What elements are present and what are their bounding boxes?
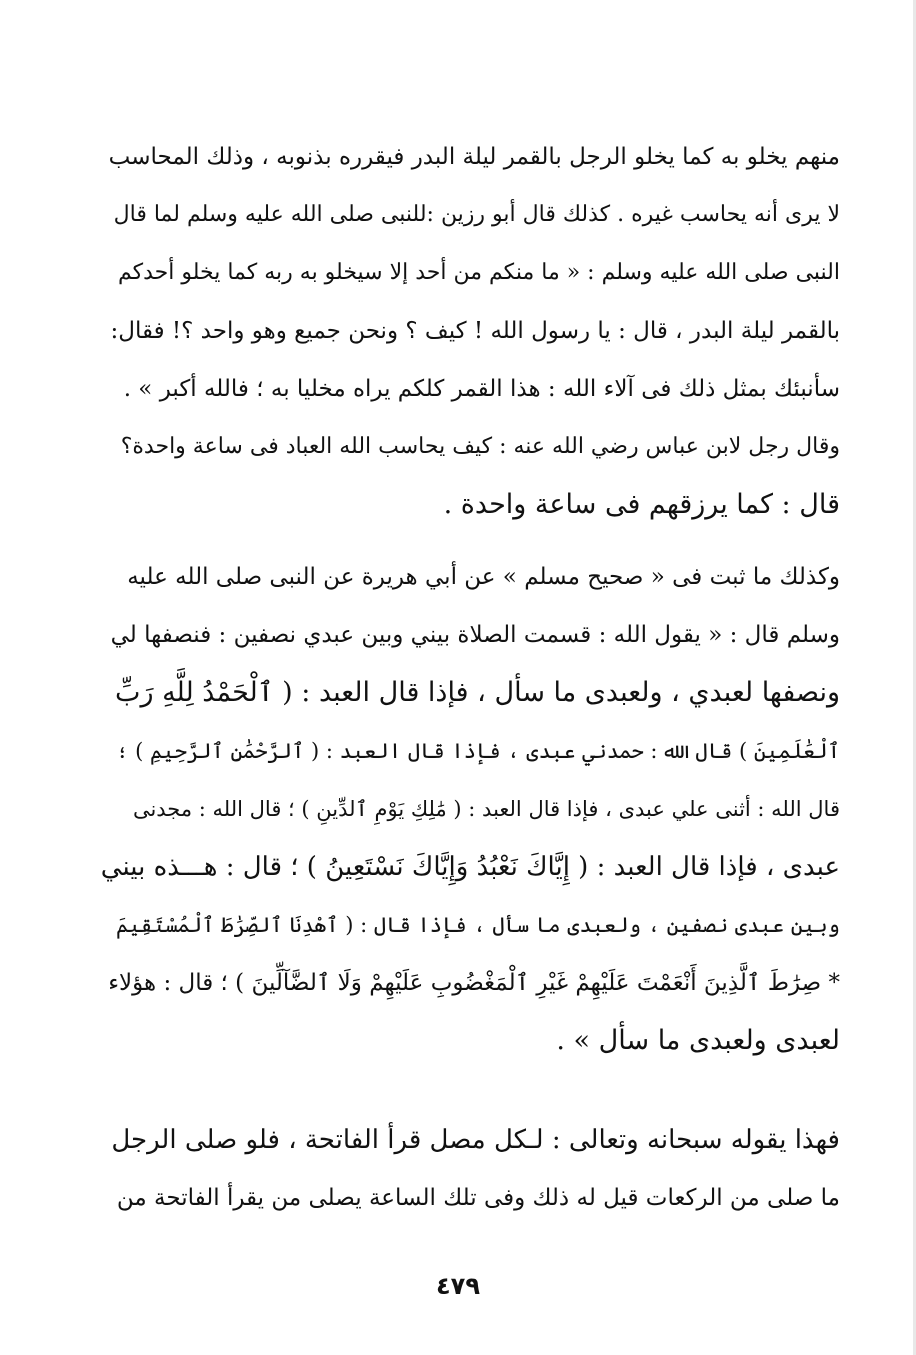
text-line: النبى صلى الله عليه وسلم : « ما منكم من أحد إلا سيخلو به ربه كما يخلو أحدكم xyxy=(118,260,840,285)
text-line: لعبدى ولعبدى ما سأل » . xyxy=(556,1025,840,1056)
paragraph-1 xyxy=(100,128,840,534)
text-line: سأنبئك بمثل ذلك فى آلاء الله : هذا القمر كلكم يراه مخليا به ؛ فالله أكبر » . xyxy=(123,376,840,402)
text-line: عبدى ، فإذا قال العبد : ( إِيَّاكَ نَعْبُدُ وَإِيَّاكَ نَسْتَعِينُ ) ؛ قال : هـــذه بيني xyxy=(100,852,840,882)
text-line: ٱلْعَٰلَمِينَ ) قال الله : حمدني عبدى ، فإذا قال العبد : ( ٱلرَّحْمَٰنِ ٱلرَّحِيمِ ) ؛ xyxy=(116,739,840,763)
text-line: بالقمر ليلة البدر ، قال : يا رسول الله ! كيف ؟ ونحن جميع وهو واحد ؟! فقال: xyxy=(110,318,840,344)
text-line: وبين عبدى نصفين ، ولعبدى ما سأل ، فإذا قال : ( ٱهْدِنَا ٱلصِّرَٰطَ ٱلْمُسْتَقِيمَ xyxy=(116,913,840,937)
text-line: فهذا يقوله سبحانه وتعالى : لـكل مصل قرأ الفاتحة ، فلو صلى الرجل xyxy=(111,1125,840,1155)
text-line: * صِرَٰطَ ٱلَّذِينَ أَنْعَمْتَ عَلَيْهِمْ غَيْرِ ٱلْمَغْضُوبِ عَلَيْهِمْ وَلَا ٱلضَّآلِّينَ ) ؛ قال : هؤلاء xyxy=(108,970,840,996)
text-line: منهم يخلو به كما يخلو الرجل بالقمر ليلة البدر فيقرره بذنوبه ، وذلك المحاسب xyxy=(108,144,840,170)
text-line: وسلم قال : « يقول الله : قسمت الصلاة بيني وبين عبدي نصفين : فنصفها لي xyxy=(110,622,840,648)
text-line: لا يرى أنه يحاسب غيره . كذلك قال أبو رزين :للنبى صلى الله عليه وسلم لما قال xyxy=(113,202,840,227)
text-line: قال : كما يرزقهم فى ساعة واحدة . xyxy=(443,489,840,520)
page-number: ٤٧٩ xyxy=(436,1272,480,1300)
text-line: قال الله : أثنى علي عبدى ، فإذا قال العبد : ( مَٰلِكِ يَوْمِ ٱلدِّينِ ) ؛ قال الله : مجدنى xyxy=(132,797,840,821)
paragraph-2 xyxy=(100,548,840,1070)
text-line: وكذلك ما ثبت فى « صحيح مسلم » عن أبي هريرة عن النبى صلى الله عليه xyxy=(127,564,840,590)
text-line: ما صلى من الركعات قيل له ذلك وفى تلك الساعة يصلى من يقرأ الفاتحة من xyxy=(116,1185,840,1211)
text-line: وقال رجل لابن عباس رضي الله عنه : كيف يحاسب الله العباد فى ساعة واحدة؟ xyxy=(120,434,840,459)
paragraph-3 xyxy=(100,1111,840,1227)
text-line: ونصفها لعبدي ، ولعبدى ما سأل ، فإذا قال العبد : ( ٱلْحَمْدُ لِلَّهِ رَبِّ xyxy=(115,677,840,708)
